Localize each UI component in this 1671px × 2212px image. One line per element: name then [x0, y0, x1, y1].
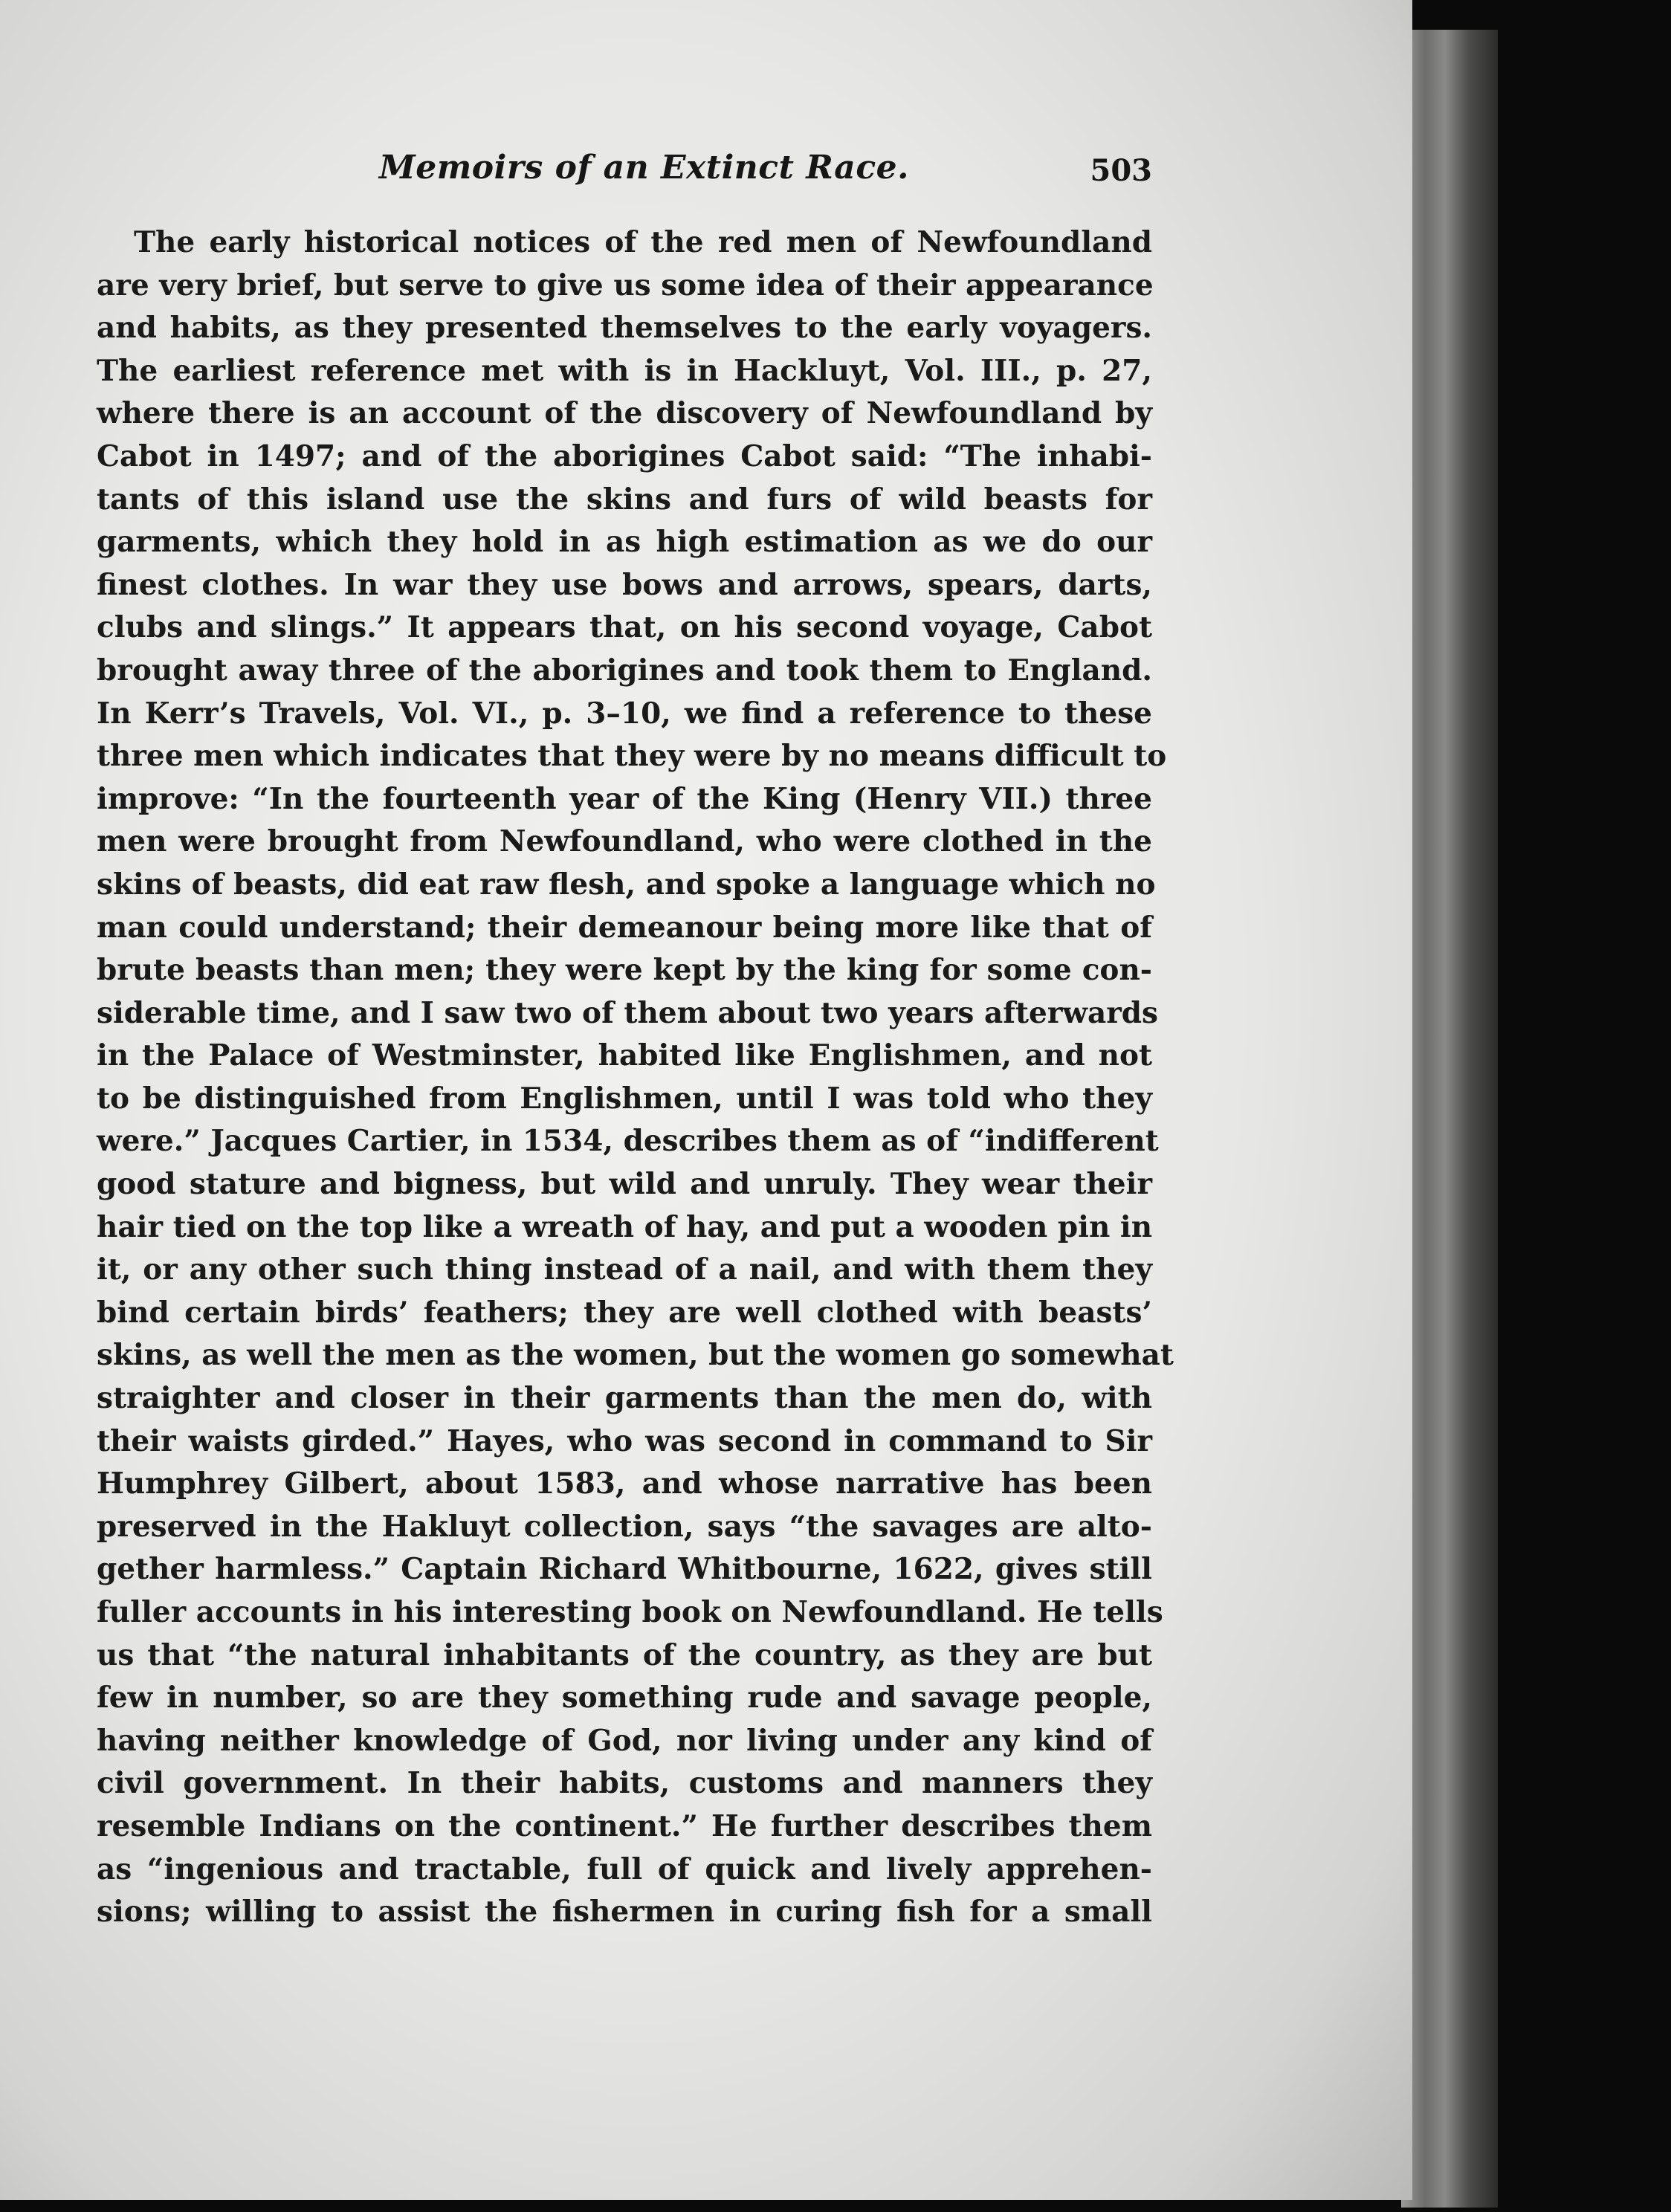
text-line: were.” Jacques Cartier, in 1534, describes them as of “indifferent: [97, 1124, 1159, 1159]
text-line: garments, which they hold in as high estimation as we do our: [97, 525, 1152, 560]
text-line: The earliest reference met with is in Hackluyt, Vol. III., p. 27,: [97, 353, 1152, 388]
text-line: resemble Indians on the continent.” He further describes them: [97, 1808, 1152, 1843]
text-line: brought away three of the aborigines and took them to England.: [97, 653, 1152, 688]
text-line: sions; willing to assist the fishermen in curing fish for a small: [97, 1895, 1152, 1930]
text-line: straighter and closer in their garments than the men do, with: [97, 1381, 1152, 1416]
text-line: as “ingenious and tractable, full of quick and lively apprehen-: [97, 1852, 1152, 1886]
text-line: improve: “In the fourteenth year of the King (Henry VII.) three: [97, 781, 1152, 816]
text-line: men were brought from Newfoundland, who were clothed in the: [97, 824, 1152, 859]
text-line: three men which indicates that they were by no means difficult to: [97, 739, 1167, 774]
page-number: 503: [1090, 153, 1152, 188]
text-line: few in number, so are they something rude and savage people,: [97, 1681, 1152, 1715]
text-line: preserved in the Hakluyt collection, says “the savages are alto-: [97, 1509, 1152, 1544]
text-line: bind certain birds’ feathers; they are well clothed with beasts’: [97, 1295, 1152, 1330]
text-line: finest clothes. In war they use bows and arrows, spears, darts,: [97, 567, 1152, 602]
text-line: Humphrey Gilbert, about 1583, and whose narrative has been: [97, 1466, 1152, 1501]
page-header: [97, 149, 1152, 201]
text-line: gether harmless.” Captain Richard Whitbourne, 1622, gives still: [97, 1552, 1152, 1587]
text-line: skins of beasts, did eat raw flesh, and spoke a language which no: [97, 867, 1156, 902]
text-line: brute beasts than men; they were kept by the king for some con-: [97, 953, 1152, 988]
text-line: In Kerr’s Travels, Vol. VI., p. 3–10, we find a reference to these: [97, 696, 1152, 731]
text-line: good stature and bigness, but wild and unruly. They wear their: [97, 1167, 1152, 1202]
text-line: tants of this island use the skins and furs of wild beasts for: [97, 482, 1152, 517]
text-line: and habits, as they presented themselves to the early voyagers.: [97, 311, 1152, 346]
text-line: skins, as well the men as the women, but the women go somewhat: [97, 1338, 1174, 1373]
text-line: man could understand; their demeanour being more like that of: [97, 910, 1152, 945]
text-line: Cabot in 1497; and of the aborigines Cabot said: “The inhabi-: [97, 439, 1152, 473]
text-line: civil government. In their habits, customs and manners they: [97, 1766, 1152, 1801]
body-text: [97, 221, 1174, 1934]
text-line: clubs and slings.” It appears that, on his second voyage, Cabot: [97, 610, 1152, 645]
page-edge: [1401, 30, 1498, 2208]
text-line: hair tied on the top like a wreath of hay, and put a wooden pin in: [97, 1209, 1153, 1244]
text-line: fuller accounts in his interesting book on Newfoundland. He tells: [97, 1595, 1163, 1629]
text-line: siderable time, and I saw two of them about two years afterwards: [97, 995, 1158, 1030]
text-line: to be distinguished from Englishmen, until I was told who they: [97, 1081, 1152, 1116]
text-line: in the Palace of Westminster, habited like Englishmen, and not: [97, 1038, 1152, 1073]
text-line: having neither knowledge of God, nor living under any kind of: [97, 1723, 1152, 1758]
running-head: Memoirs of an Extinct Race.: [379, 149, 909, 187]
text-line: it, or any other such thing instead of a nail, and with them they: [97, 1252, 1152, 1287]
text-line: their waists girded.” Hayes, who was second in command to Sir: [97, 1423, 1152, 1458]
text-line: are very brief, but serve to give us some idea of their appearance: [97, 268, 1154, 303]
text-line: us that “the natural inhabitants of the country, as they are but: [97, 1637, 1152, 1672]
text-line: The early historical notices of the red men of Newfoundland: [134, 225, 1152, 259]
text-line: where there is an account of the discovery of Newfoundland by: [97, 396, 1152, 431]
